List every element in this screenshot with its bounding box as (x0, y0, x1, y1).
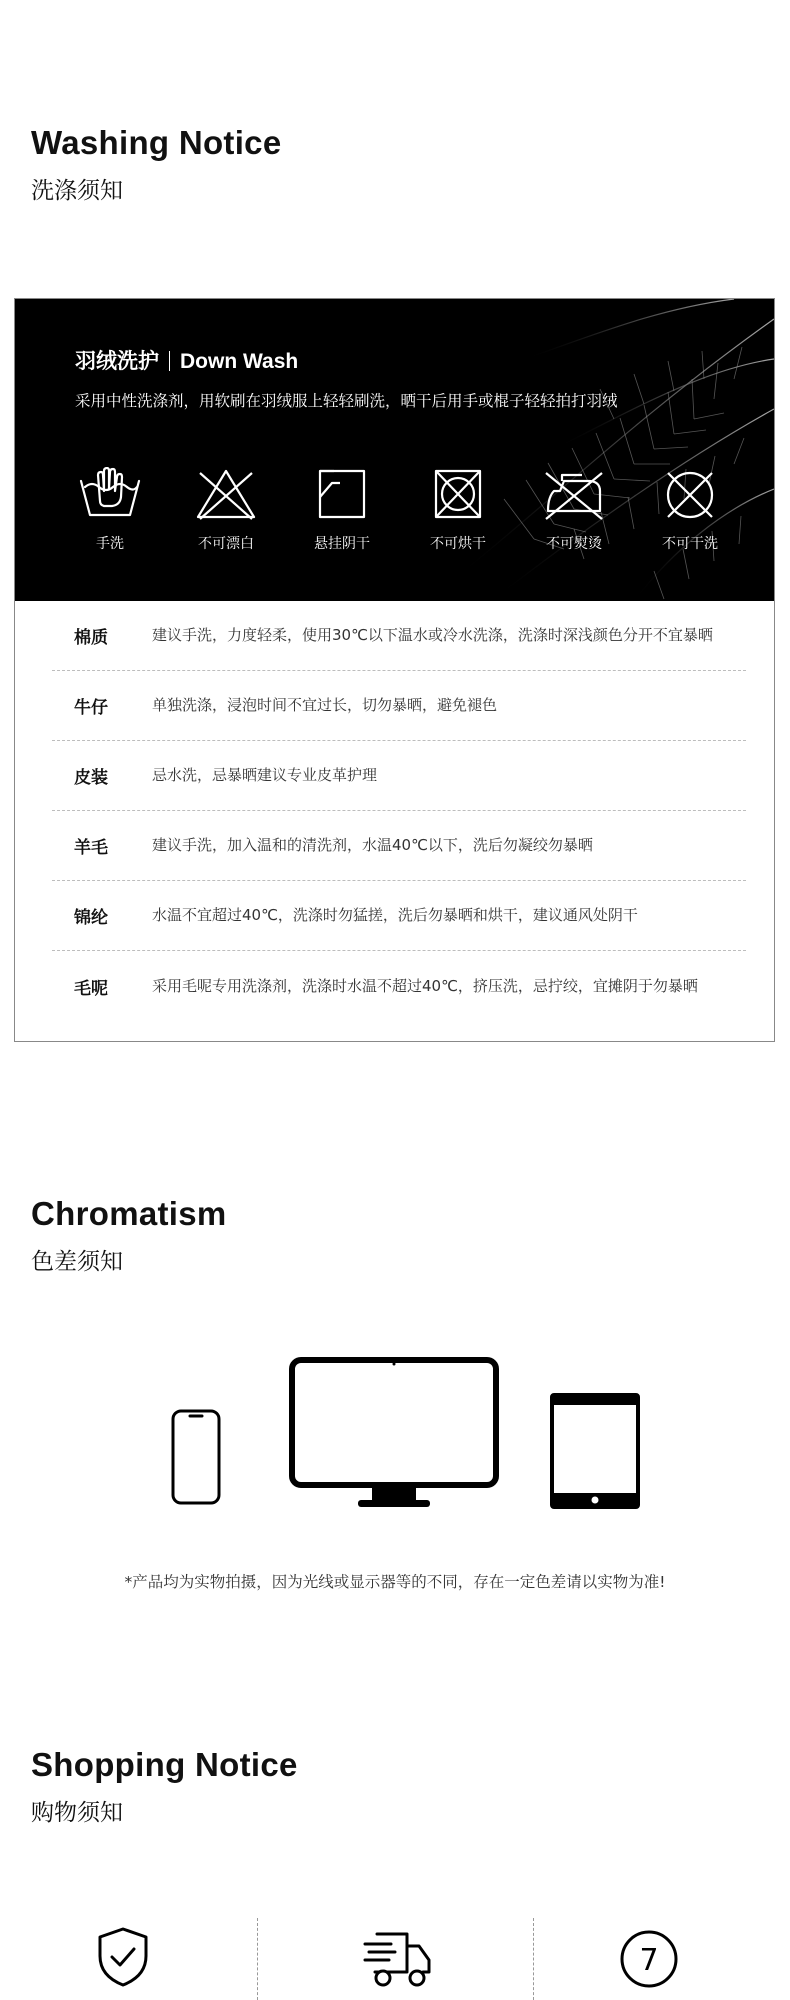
no-dry-clean-icon (658, 467, 722, 523)
delivery-truck-icon (363, 1930, 433, 1990)
care-label: 不可干洗 (662, 536, 718, 552)
care-item-no-bleach (171, 467, 281, 553)
fabric-name: 牛仔 (74, 698, 108, 718)
list-item (52, 951, 746, 1021)
care-item-no-tumble-dry (403, 467, 513, 553)
fabric-name: 毛呢 (74, 978, 108, 999)
fabric-name: 棉质 (74, 628, 108, 648)
title-divider (169, 351, 170, 371)
list-item (52, 881, 746, 951)
divider (533, 1918, 534, 2000)
seven-day-return-icon (618, 1928, 680, 1990)
divider (257, 1918, 258, 2000)
washing-subtitle: 洗涤须知 (31, 178, 123, 204)
fabric-instructions: 建议手洗，力度轻柔，使用30℃以下温水或冷水洗涤，洗涤时深浅颜色分开不宜暴晒 (152, 626, 713, 644)
fabric-instructions: 水温不宜超过40℃，洗涤时勿猛搓，洗后勿暴晒和烘干，建议通风处阴干 (152, 906, 638, 924)
washing-card (14, 298, 775, 1042)
chromatism-note: *产品均为实物拍摄，因为光线或显示器等的不同，存在一定色差请以实物为准! (124, 1573, 666, 1591)
fabric-instructions: 建议手洗，加入温和的清洗剂，水温40℃以下，洗后勿凝绞勿暴晒 (152, 836, 593, 854)
washing-title: Washing Notice (31, 124, 282, 161)
list-item (52, 741, 746, 811)
shopping-icons (0, 1918, 790, 2000)
fabric-care-list (52, 601, 746, 1021)
fabric-instructions: 单独洗涤，浸泡时间不宜过长，切勿暴晒，避免褪色 (152, 696, 498, 714)
care-item-no-dry-clean (635, 467, 745, 553)
care-item-no-iron (519, 467, 629, 553)
hang-dry-shade-icon (310, 467, 374, 523)
care-icons (55, 467, 745, 553)
list-item (52, 811, 746, 881)
shopping-subtitle: 购物须知 (31, 1800, 123, 1826)
list-item (52, 671, 746, 741)
list-item (52, 601, 746, 671)
fabric-name: 羊毛 (74, 838, 108, 858)
fabric-instructions: 忌水洗，忌暴晒建议专业皮革护理 (152, 766, 378, 784)
phone-icon (170, 1408, 222, 1506)
no-bleach-icon (194, 467, 258, 523)
care-item-hang-dry (287, 467, 397, 553)
tablet-icon (549, 1392, 641, 1510)
shield-check-icon (96, 1926, 150, 1988)
care-label: 悬挂阴干 (314, 536, 370, 552)
fabric-instructions: 采用毛呢专用洗涤剂，洗涤时水温不超过40℃，挤压洗，忌拧绞，宜摊阴于勿暴晒 (152, 976, 698, 995)
fabric-name: 锦纶 (74, 908, 108, 928)
fabric-name: 皮装 (74, 768, 108, 788)
chromatism-subtitle: 色差须知 (31, 1249, 123, 1275)
device-illustration (0, 1350, 790, 1520)
care-label: 不可烘干 (430, 536, 486, 552)
care-item-hand-wash (55, 467, 165, 553)
care-label: 不可熨烫 (546, 536, 602, 552)
no-tumble-dry-icon (426, 467, 490, 523)
down-wash-title-cn: 羽绒洗护 (75, 349, 159, 373)
no-iron-icon (542, 467, 606, 523)
down-wash-description: 采用中性洗涤剂，用软刷在羽绒服上轻轻刷洗，晒干后用手或棍子轻轻拍打羽绒 (75, 392, 618, 410)
shopping-title: Shopping Notice (31, 1746, 298, 1783)
feather-image (434, 299, 774, 601)
care-label: 手洗 (96, 536, 124, 552)
down-wash-title-en: Down Wash (180, 350, 299, 373)
monitor-icon (288, 1356, 500, 1510)
return-days: 7 (639, 1943, 659, 1978)
hand-wash-icon (78, 467, 142, 523)
down-wash-banner (15, 299, 774, 601)
care-label: 不可漂白 (198, 536, 254, 552)
chromatism-title: Chromatism (31, 1195, 227, 1232)
down-wash-title (75, 345, 298, 375)
